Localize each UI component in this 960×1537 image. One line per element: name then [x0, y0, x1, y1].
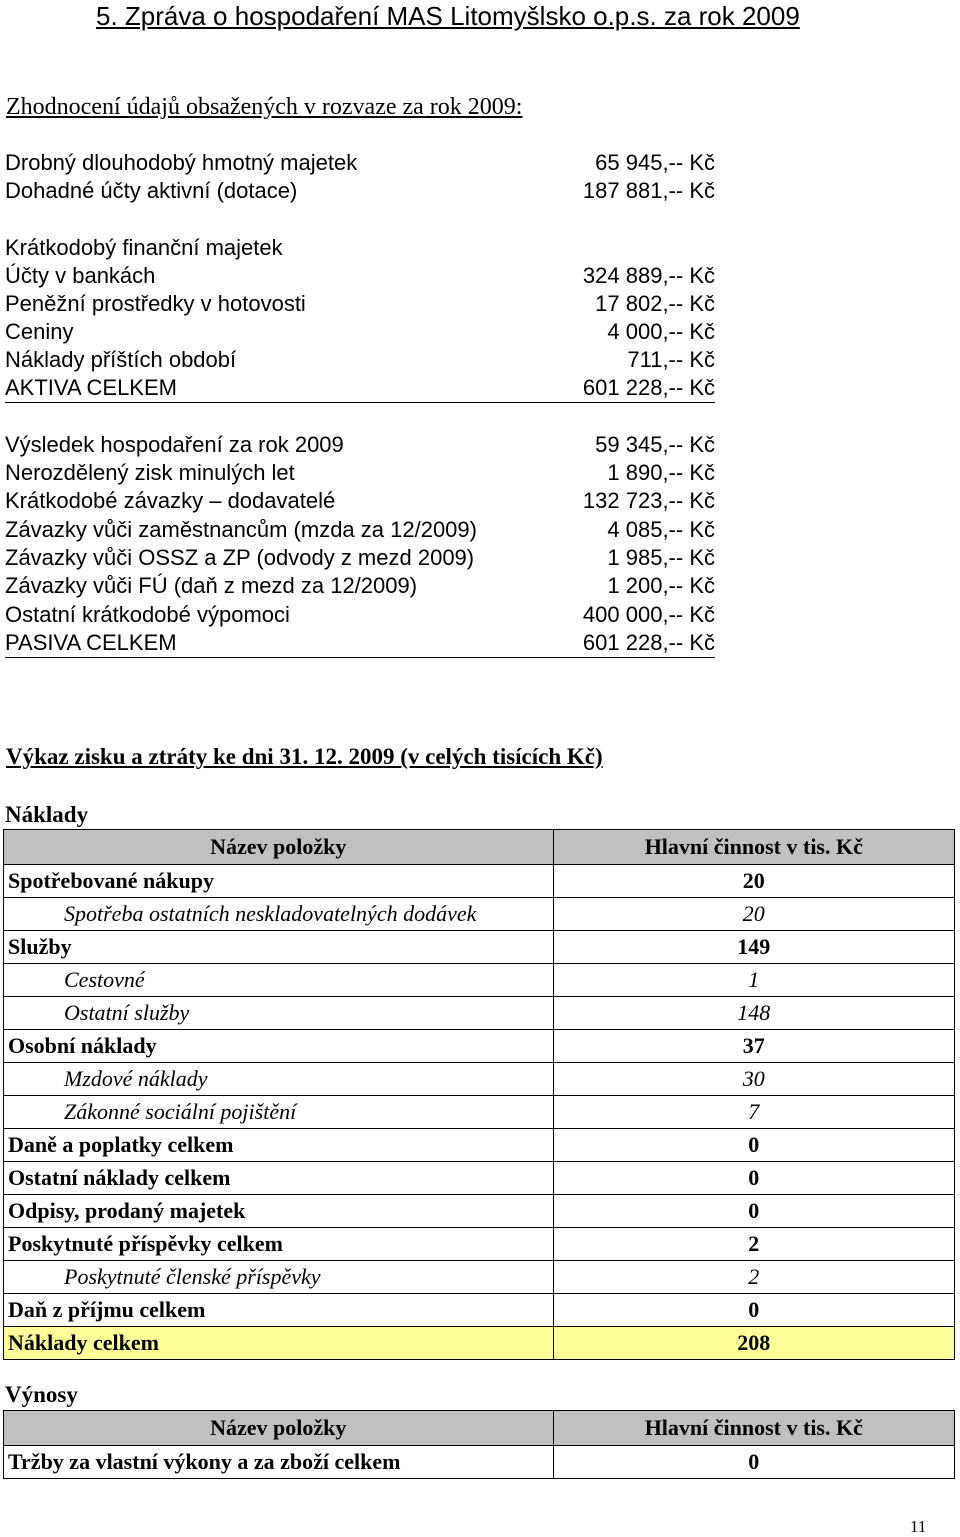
balance-value: 1 985,-- Kč — [607, 545, 715, 570]
balance-label: Výsledek hospodaření za rok 2009 — [5, 432, 344, 457]
balance-row — [5, 516, 715, 544]
balance-row — [5, 262, 715, 290]
row-label: Náklady celkem — [4, 1327, 554, 1360]
row-value: 37 — [553, 1030, 954, 1063]
row-value: 0 — [553, 1195, 954, 1228]
row-label: Spotřebované nákupy — [4, 865, 554, 898]
table-row — [4, 997, 955, 1030]
row-label: Mzdové náklady — [4, 1063, 554, 1096]
balance-row — [5, 431, 715, 459]
column-header-name: Název položky — [4, 1411, 554, 1446]
balance-row — [5, 290, 715, 318]
balance-value: 711,-- Kč — [627, 347, 715, 372]
balance-value: 4 000,-- Kč — [607, 319, 715, 344]
row-value: 0 — [553, 1129, 954, 1162]
balance-label: AKTIVA CELKEM — [5, 375, 177, 400]
balance-label: PASIVA CELKEM — [5, 630, 177, 655]
balance-row — [5, 572, 715, 600]
balance-row — [5, 234, 715, 262]
table-row — [4, 1096, 955, 1129]
balance-value: 601 228,-- Kč — [582, 375, 715, 400]
page-title: 5. Zpráva o hospodaření MAS Litomyšlsko o.p.s. za rok 2009 — [96, 1, 800, 31]
row-label: Poskytnuté příspěvky celkem — [4, 1228, 554, 1261]
row-value: 2 — [553, 1261, 954, 1294]
balance-value: 324 889,-- Kč — [582, 263, 715, 288]
row-value: 0 — [553, 1294, 954, 1327]
table-row — [4, 1294, 955, 1327]
balance-value: 187 881,-- Kč — [582, 178, 715, 203]
balance-label: Ostatní krátkodobé výpomoci — [5, 602, 290, 627]
row-label: Zákonné sociální pojištění — [4, 1096, 554, 1129]
row-label: Cestovné — [4, 964, 554, 997]
row-value: 149 — [553, 931, 954, 964]
balance-label: Náklady příštích období — [5, 347, 237, 372]
balance-label: Účty v bankách — [5, 263, 156, 288]
balance-value: 65 945,-- Kč — [595, 150, 715, 175]
row-label: Ostatní služby — [4, 997, 554, 1030]
row-label: Daně a poplatky celkem — [4, 1129, 554, 1162]
balance-total-row — [5, 374, 715, 403]
row-value: 1 — [553, 964, 954, 997]
table-header-row — [4, 1411, 955, 1446]
row-label: Poskytnuté členské příspěvky — [4, 1261, 554, 1294]
balance-value: 132 723,-- Kč — [582, 488, 715, 513]
balance-value: 59 345,-- Kč — [595, 432, 715, 457]
profit-loss-title: Výkaz zisku a ztráty ke dni 31. 12. 2009 (v celých tisících Kč) — [6, 744, 603, 769]
row-value: 0 — [553, 1162, 954, 1195]
balance-row — [5, 459, 715, 487]
table-row — [4, 1162, 955, 1195]
costs-total-row — [4, 1327, 955, 1360]
table-row — [4, 1261, 955, 1294]
row-value: 208 — [553, 1327, 954, 1360]
row-label: Daň z příjmu celkem — [4, 1294, 554, 1327]
table-row — [4, 931, 955, 964]
balance-label: Nerozdělený zisk minulých let — [5, 460, 295, 485]
balance-value: 1 200,-- Kč — [607, 573, 715, 598]
balance-row — [5, 544, 715, 572]
balance-label: Peněžní prostředky v hotovosti — [5, 291, 306, 316]
table-row — [4, 964, 955, 997]
balance-value: 1 890,-- Kč — [607, 460, 715, 485]
costs-heading: Náklady — [5, 802, 89, 827]
balance-label: Ceniny — [5, 319, 74, 344]
balance-value: 400 000,-- Kč — [582, 602, 715, 627]
table-row — [4, 1030, 955, 1063]
balance-total-row — [5, 629, 715, 658]
balance-label: Krátkodobý finanční majetek — [5, 235, 283, 260]
row-label: Spotřeba ostatních neskladovatelných dodávek — [4, 898, 554, 931]
balance-label: Závazky vůči FÚ (daň z mezd za 12/2009) — [5, 573, 418, 598]
row-value: 30 — [553, 1063, 954, 1096]
column-header-name: Název položky — [4, 830, 554, 865]
balance-label: Závazky vůči OSSZ a ZP (odvody z mezd 2009) — [5, 545, 475, 570]
balance-row — [5, 487, 715, 515]
table-row — [4, 1228, 955, 1261]
table-row — [4, 1195, 955, 1228]
row-value: 20 — [553, 898, 954, 931]
balance-label: Závazky vůči zaměstnancům (mzda za 12/2009) — [5, 517, 477, 542]
balance-row — [5, 318, 715, 346]
balance-value: 4 085,-- Kč — [607, 517, 715, 542]
row-value: 2 — [553, 1228, 954, 1261]
table-row — [4, 898, 955, 931]
page-number: 11 — [910, 1517, 927, 1536]
balance-label: Dohadné účty aktivní (dotace) — [5, 178, 298, 203]
row-label: Odpisy, prodaný majetek — [4, 1195, 554, 1228]
costs-table — [3, 829, 955, 1360]
table-row — [4, 1446, 955, 1479]
row-value: 20 — [553, 865, 954, 898]
column-header-value: Hlavní činnost v tis. Kč — [553, 830, 954, 865]
table-header-row — [4, 830, 955, 865]
row-value: 148 — [553, 997, 954, 1030]
revenues-table — [3, 1410, 955, 1479]
balance-value: 601 228,-- Kč — [582, 630, 715, 655]
balance-label: Krátkodobé závazky – dodavatelé — [5, 488, 336, 513]
balance-row — [5, 601, 715, 629]
row-label: Tržby za vlastní výkony a za zboží celkem — [4, 1446, 554, 1479]
row-label: Ostatní náklady celkem — [4, 1162, 554, 1195]
balance-row — [5, 177, 715, 205]
column-header-value: Hlavní činnost v tis. Kč — [553, 1411, 954, 1446]
revenues-heading: Výnosy — [5, 1382, 78, 1407]
table-row — [4, 1129, 955, 1162]
row-value: 7 — [553, 1096, 954, 1129]
table-row — [4, 865, 955, 898]
row-label: Služby — [4, 931, 554, 964]
row-value: 0 — [553, 1446, 954, 1479]
table-row — [4, 1063, 955, 1096]
balance-row — [5, 346, 715, 374]
balance-label: Drobný dlouhodobý hmotný majetek — [5, 150, 358, 175]
row-label: Osobní náklady — [4, 1030, 554, 1063]
balance-heading: Zhodnocení údajů obsažených v rozvaze za rok 2009: — [6, 94, 523, 120]
balance-row — [5, 149, 715, 177]
balance-value: 17 802,-- Kč — [595, 291, 715, 316]
